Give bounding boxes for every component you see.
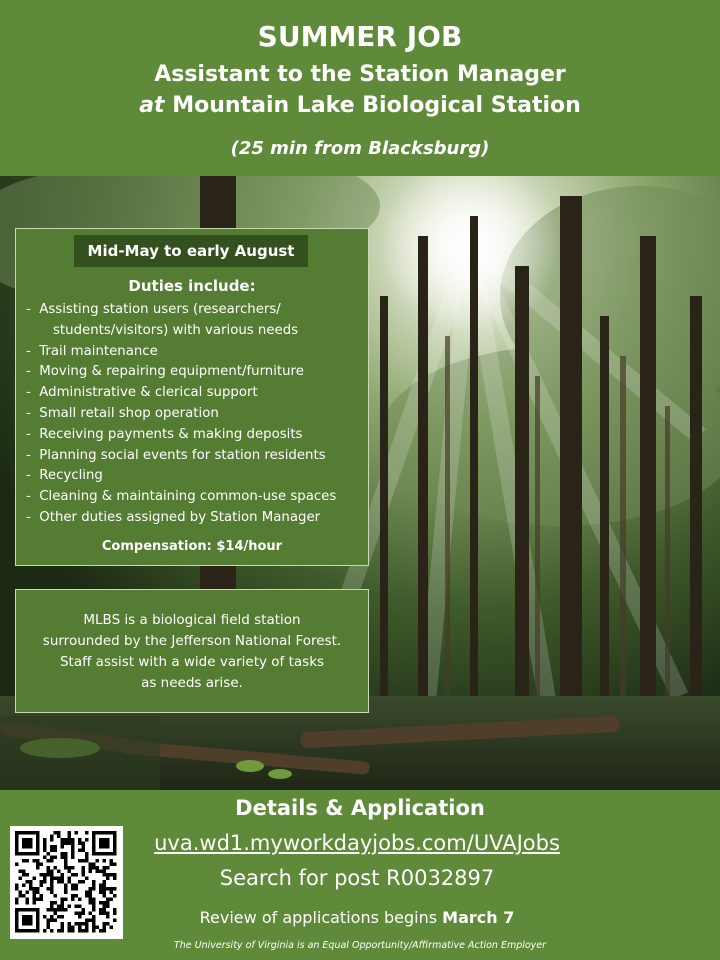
duty-item: - Moving & repairing equipment/furniture (26, 364, 304, 380)
review-note (134, 908, 580, 927)
duty-item: - Recycling (26, 468, 103, 484)
duties-heading: Duties include: (128, 277, 256, 295)
distance-note: (25 min from Blacksburg) (230, 138, 490, 159)
review-date: March 7 (442, 908, 515, 927)
about-line: Staff assist with a wide variety of tasks (59, 654, 325, 670)
duty-item-continued: students/visitors) with various needs (53, 322, 299, 338)
duty-item: - Other duties assigned by Station Manager (26, 509, 321, 525)
post-search-note: Search for post R0032897 (219, 866, 495, 890)
job-title: SUMMER JOB (257, 20, 463, 53)
duty-item: - Planning social events for station residents (26, 447, 326, 463)
eoe-statement: The University of Virginia is an Equal Opportunity/Affirmative Action Employer (173, 940, 547, 951)
location-prefix: at (139, 93, 165, 118)
header-band (0, 0, 720, 176)
review-prefix: Review of applications begins (199, 908, 438, 927)
position-title: Assistant to the Station Manager (154, 62, 566, 87)
compensation: Compensation: $14/hour (101, 539, 283, 554)
about-line: MLBS is a biological field station (83, 612, 301, 628)
duties-panel (15, 228, 369, 566)
duty-item: - Receiving payments & making deposits (26, 426, 303, 442)
location-line (0, 93, 720, 118)
duty-item: - Assisting station users (researchers/ (26, 302, 281, 317)
qr-code[interactable] (10, 826, 123, 939)
application-link[interactable]: uva.wd1.myworkdayjobs.com/UVAJobs (154, 831, 560, 855)
qr-code-icon (10, 826, 123, 939)
application-heading: Details & Application (235, 796, 485, 820)
duty-item: - Cleaning & maintaining common-use spaces (26, 489, 337, 505)
season-dates: Mid-May to early August (74, 235, 308, 267)
about-panel (15, 589, 369, 713)
duty-item: - Small retail shop operation (26, 405, 219, 421)
duty-item: - Administrative & clerical support (26, 385, 258, 401)
location-name: Mountain Lake Biological Station (172, 93, 581, 118)
duties-list (26, 300, 366, 529)
about-line: surrounded by the Jefferson National Forest. (42, 633, 342, 649)
duty-item: - Trail maintenance (26, 343, 158, 359)
about-line: as needs arise. (141, 675, 243, 691)
